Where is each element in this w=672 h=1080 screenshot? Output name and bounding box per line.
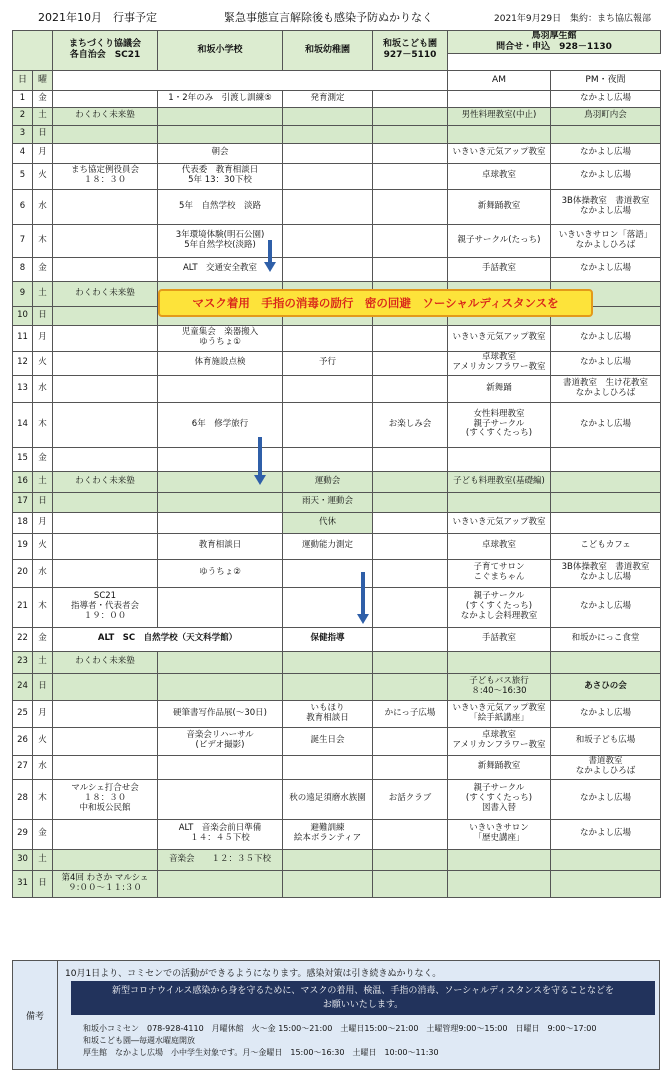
cell-kinder: 予行 [283, 351, 373, 375]
cell-pm: あさひの会 [551, 673, 661, 700]
cell-am: 卓球教室 アメリカンフラワー教室 [448, 351, 551, 375]
cell-school: 6年 修学旅行 [158, 402, 283, 447]
col-header-kinder: 和坂幼稚園 [283, 31, 373, 71]
cell-kinder [283, 143, 373, 163]
table-row [13, 402, 661, 447]
table-row [13, 107, 661, 125]
cell-am: 親子サークル(たっち) [448, 224, 551, 257]
cell-kinder [283, 375, 373, 402]
cell-dow: 火 [33, 351, 53, 375]
cell-machi: まち協定例役員会 １８：３０ [53, 163, 158, 189]
cell-school [158, 512, 283, 533]
cell-day: 24 [13, 673, 33, 700]
cell-kinder [283, 224, 373, 257]
cell-kinder [283, 849, 373, 870]
compiled-by: 集約：まち協広報部 [570, 14, 652, 24]
cell-kinder: 避難訓練 絵本ボランティア [283, 819, 373, 849]
cell-day: 18 [13, 512, 33, 533]
cell-dow: 水 [33, 755, 53, 779]
cell-machi [53, 512, 158, 533]
cell-pm: なかよし広場 [551, 143, 661, 163]
col-header-hall [448, 31, 661, 54]
cell-pm: なかよし広場 [551, 325, 661, 351]
table-row [13, 471, 661, 492]
cell-children [373, 559, 448, 587]
cell-dow: 月 [33, 700, 53, 727]
remarks-line: 厚生館 なかよし広場 小中学生対象です。月～金曜日 15:00～16:30 土曜日 10:00～11:30 [83, 1048, 439, 1057]
cell-machi [53, 325, 158, 351]
table-row [13, 257, 661, 281]
table-row [13, 512, 661, 533]
cell-kinder [283, 402, 373, 447]
cell-pm: なかよし広場 [551, 351, 661, 375]
cell-am: 子どもバス旅行 ８:40～16:30 [448, 673, 551, 700]
cell-dow: 木 [33, 224, 53, 257]
cell-school: 音楽会リハーサル (ビデオ撮影) [158, 727, 283, 755]
table-row [13, 727, 661, 755]
cell-am: いきいき元気アップ教室 [448, 143, 551, 163]
header-spacer [53, 70, 448, 90]
cell-kinder: 秋の遠足須磨水族園 [283, 779, 373, 819]
cell-pm [551, 447, 661, 471]
cell-school [158, 755, 283, 779]
schedule-table [12, 30, 661, 898]
col-header-children [373, 31, 448, 71]
remarks-line: 和坂こども園―毎週水曜庭開放 [83, 1036, 195, 1045]
cell-kinder [283, 651, 373, 673]
cell-children [373, 849, 448, 870]
cell-dow: 日 [33, 673, 53, 700]
cell-kinder: 発育測定 [283, 90, 373, 107]
cell-am: 新舞踊教室 [448, 189, 551, 224]
cell-day: 14 [13, 402, 33, 447]
cell-day: 21 [13, 587, 33, 627]
cell-school: 朝会 [158, 143, 283, 163]
cell-machi: わくわく未来塾 [53, 651, 158, 673]
cell-am: 新舞踊 [448, 375, 551, 402]
cell-machi [53, 849, 158, 870]
cell-pm: こどもカフェ [551, 533, 661, 559]
remarks-box [12, 960, 660, 1070]
cell-pm: なかよし広場 [551, 819, 661, 849]
cell-school [158, 375, 283, 402]
cell-dow: 土 [33, 107, 53, 125]
table-row [13, 143, 661, 163]
cell-day: 3 [13, 125, 33, 143]
cell-dow: 日 [33, 306, 53, 325]
cell-pm [551, 125, 661, 143]
cell-pm: 書道教室 なかよしひろば [551, 755, 661, 779]
cell-am: いきいきサロン 「歴史講座」 [448, 819, 551, 849]
cell-am: 卓球教室 [448, 163, 551, 189]
cell-day: 8 [13, 257, 33, 281]
cell-kinder [283, 673, 373, 700]
cell-pm: なかよし広場 [551, 587, 661, 627]
cell-machi [53, 492, 158, 512]
cell-dow: 土 [33, 281, 53, 306]
cell-machi: わくわく未来塾 [53, 107, 158, 125]
cell-children [373, 673, 448, 700]
cell-am [448, 651, 551, 673]
cell-machi [53, 143, 158, 163]
cell-kinder [283, 107, 373, 125]
cell-day: 6 [13, 189, 33, 224]
table-row [13, 559, 661, 587]
cell-am: 親子サークル (すくすくたっち) なかよし会料理教室 [448, 587, 551, 627]
cell-school [158, 447, 283, 471]
col-header-dow: 曜 [33, 70, 53, 90]
cell-pm: 鳥羽町内会 [551, 107, 661, 125]
cell-day: 10 [13, 306, 33, 325]
cell-pm [551, 492, 661, 512]
cell-school [158, 107, 283, 125]
cell-children [373, 651, 448, 673]
col-header-am: AM [448, 70, 551, 90]
cell-children [373, 492, 448, 512]
col-header-pm: PM・夜間 [551, 70, 661, 90]
cell-school: 3年環境体験(明石公園) 5年自然学校(淡路) [158, 224, 283, 257]
cell-children [373, 755, 448, 779]
cell-day: 26 [13, 727, 33, 755]
hall-contact: 問合せ・申込 928－1130 [496, 41, 612, 52]
document-title: 2021年10月 行事予定 [38, 11, 157, 24]
cell-machi [53, 700, 158, 727]
cell-children [373, 447, 448, 471]
cell-children [373, 90, 448, 107]
cell-machi [53, 727, 158, 755]
remarks-line: 10月1日より、コミセンでの活動ができるようになります。感染対策は引き続きぬかりなく。 [65, 969, 442, 979]
cell-am: 手話教室 [448, 627, 551, 651]
cell-am: いきいき元気アップ教室 「絵手紙講座」 [448, 700, 551, 727]
cell-children [373, 107, 448, 125]
cell-day: 2 [13, 107, 33, 125]
cell-am: 卓球教室 [448, 533, 551, 559]
col-header-school: 和坂小学校 [158, 31, 283, 71]
cell-day: 25 [13, 700, 33, 727]
cell-dow: 火 [33, 533, 53, 559]
table-row [13, 189, 661, 224]
cell-kinder: 運動会 [283, 471, 373, 492]
cell-dow: 水 [33, 189, 53, 224]
cell-kinder: いもほり 教育相談日 [283, 700, 373, 727]
hall-name: 鳥羽厚生館 [531, 31, 577, 41]
cell-children [373, 512, 448, 533]
cell-kinder [283, 870, 373, 897]
cell-pm: なかよし広場 [551, 700, 661, 727]
table-row [13, 870, 661, 897]
cell-children [373, 819, 448, 849]
cell-day: 30 [13, 849, 33, 870]
cell-children [373, 533, 448, 559]
cell-day: 13 [13, 375, 33, 402]
cell-dow: 日 [33, 125, 53, 143]
cell-machi [53, 559, 158, 587]
cell-children [373, 257, 448, 281]
table-row [13, 90, 661, 107]
cell-dow: 金 [33, 627, 53, 651]
cell-am: 卓球教室 アメリカンフラワー教室 [448, 727, 551, 755]
table-row [13, 125, 661, 143]
cell-machi [53, 257, 158, 281]
cell-day: 15 [13, 447, 33, 471]
col-header-machi: まちづくり協議会 各自治会 SC21 [53, 31, 158, 71]
cell-machi [53, 189, 158, 224]
cell-kinder [283, 559, 373, 587]
cell-machi [53, 819, 158, 849]
cell-pm [551, 849, 661, 870]
cell-dow: 金 [33, 447, 53, 471]
cell-machi: ALT SC 自然学校（天文科学館） [53, 627, 283, 651]
cell-dow: 金 [33, 90, 53, 107]
cell-school: 児童集会 楽器搬入 ゆうちょ① [158, 325, 283, 351]
cell-dow: 火 [33, 727, 53, 755]
cell-children [373, 627, 448, 651]
cell-kinder [283, 755, 373, 779]
cell-day: 7 [13, 224, 33, 257]
cell-day: 20 [13, 559, 33, 587]
cell-children [373, 471, 448, 492]
cell-school: ALT 交通安全教室 [158, 257, 283, 281]
cell-day: 4 [13, 143, 33, 163]
cell-kinder: 運動能力測定 [283, 533, 373, 559]
cell-machi [53, 447, 158, 471]
cell-dow: 水 [33, 375, 53, 402]
cell-school [158, 673, 283, 700]
cell-children [373, 727, 448, 755]
cell-machi: わくわく未来塾 [53, 471, 158, 492]
children-center-name: 和坂こども園 [382, 39, 437, 50]
cell-children [373, 351, 448, 375]
table-row [13, 651, 661, 673]
cell-am: 女性料理教室 親子サークル (すくすくたっち) [448, 402, 551, 447]
cell-pm: 和坂かにっこ食堂 [551, 627, 661, 651]
cell-machi [53, 673, 158, 700]
cell-day: 1 [13, 90, 33, 107]
cell-machi [53, 224, 158, 257]
cell-children [373, 870, 448, 897]
cell-machi: わくわく未来塾 [53, 281, 158, 306]
cell-machi [53, 375, 158, 402]
cell-pm [551, 870, 661, 897]
cell-school: 代表委 教育相談日 5年 13：30下校 [158, 163, 283, 189]
cell-am: 親子サークル (すくすくたっち) 図書入替 [448, 779, 551, 819]
table-row [13, 779, 661, 819]
cell-day: 31 [13, 870, 33, 897]
cell-day: 23 [13, 651, 33, 673]
table-row [13, 819, 661, 849]
cell-dow: 日 [33, 870, 53, 897]
cell-machi: SC21 指導者・代表者会 １９：００ [53, 587, 158, 627]
cell-day: 17 [13, 492, 33, 512]
cell-day: 11 [13, 325, 33, 351]
cell-am: 手話教室 [448, 257, 551, 281]
remarks-banner [71, 981, 655, 1015]
page-header [0, 0, 672, 30]
remarks-label: 備考 [13, 961, 58, 1069]
remarks-banner-text: お願いいたします。 [322, 1000, 404, 1010]
cell-machi: 第4回 わさか マルシェ ９:００～１１:３０ [53, 870, 158, 897]
cell-dow: 水 [33, 559, 53, 587]
cell-children [373, 189, 448, 224]
cell-school: 5年 自然学校 淡路 [158, 189, 283, 224]
cell-school: ALT 音楽会前日準備 １４：４５下校 [158, 819, 283, 849]
cell-machi [53, 125, 158, 143]
cell-machi: マルシェ打合せ会 １８：３０ 中和坂公民館 [53, 779, 158, 819]
cell-school: 1・2年のみ 引渡し訓練⑤ [158, 90, 283, 107]
cell-am: いきいき元気アップ教室 [448, 325, 551, 351]
table-row [13, 627, 661, 651]
cell-am [448, 849, 551, 870]
cell-school: 硬筆書写作品展(～30日) [158, 700, 283, 727]
cell-dow: 月 [33, 325, 53, 351]
cell-pm [551, 471, 661, 492]
table-row [13, 700, 661, 727]
cell-day: 19 [13, 533, 33, 559]
cell-dow: 月 [33, 143, 53, 163]
cell-kinder: 保健指導 [283, 627, 373, 651]
cell-dow: 木 [33, 779, 53, 819]
cell-am [448, 447, 551, 471]
cell-children [373, 587, 448, 627]
cell-am: 子ども料理教室(基礎編) [448, 471, 551, 492]
cell-machi [53, 402, 158, 447]
table-row [13, 849, 661, 870]
cell-school: ゆうちょ② [158, 559, 283, 587]
children-center-phone: 927－5110 [383, 50, 437, 61]
cell-pm: いきいきサロン「落語」 なかよしひろば [551, 224, 661, 257]
cell-dow: 土 [33, 471, 53, 492]
cell-school [158, 779, 283, 819]
mask-banner: マスク着用 手指の消毒の励行 密の回避 ソーシャルディスタンスを [158, 289, 593, 317]
cell-dow: 木 [33, 587, 53, 627]
cell-day: 27 [13, 755, 33, 779]
cell-school: 体育施設点検 [158, 351, 283, 375]
remarks-line: 和坂小コミセン 078-928-4110 月曜休館 火～金 15:00～21:00 土曜日15:00～21:00 土曜管理9:00～15:00 日曜日 9:00～17:00 [83, 1024, 597, 1033]
cell-day: 9 [13, 281, 33, 306]
cell-children: お楽しみ会 [373, 402, 448, 447]
cell-pm: なかよし広場 [551, 779, 661, 819]
cell-machi [53, 755, 158, 779]
table-row [13, 224, 661, 257]
cell-school [158, 651, 283, 673]
cell-pm: 3B体操教室 書道教室 なかよし広場 [551, 189, 661, 224]
cell-dow: 土 [33, 849, 53, 870]
cell-dow: 木 [33, 402, 53, 447]
table-row [13, 325, 661, 351]
cell-day: 28 [13, 779, 33, 819]
cell-school [158, 125, 283, 143]
cell-kinder [283, 125, 373, 143]
cell-dow: 火 [33, 163, 53, 189]
cell-children [373, 125, 448, 143]
cell-am [448, 125, 551, 143]
cell-machi [53, 351, 158, 375]
cell-children [373, 224, 448, 257]
cell-kinder: 誕生日会 [283, 727, 373, 755]
cell-pm: 和坂子ども広場 [551, 727, 661, 755]
cell-dow: 日 [33, 492, 53, 512]
cell-pm: 3B体操教室 書道教室 なかよし広場 [551, 559, 661, 587]
cell-machi [53, 533, 158, 559]
table-row [13, 533, 661, 559]
cell-school: 教育相談日 [158, 533, 283, 559]
table-row [13, 351, 661, 375]
cell-dow: 金 [33, 257, 53, 281]
cell-dow: 月 [33, 512, 53, 533]
cell-kinder [283, 257, 373, 281]
cell-pm: 書道教室 生け花教室 なかよしひろば [551, 375, 661, 402]
cell-children [373, 325, 448, 351]
cell-school: 音楽会 １２：３５下校 [158, 849, 283, 870]
cell-kinder: 代休 [283, 512, 373, 533]
slogan: 緊急事態宣言解除後も感染予防ぬかりなく [224, 11, 433, 24]
cell-school [158, 870, 283, 897]
cell-am: 男性料理教室(中止) [448, 107, 551, 125]
col-header-day: 日 [13, 70, 33, 90]
cell-am: 新舞踊教室 [448, 755, 551, 779]
cell-day: 22 [13, 627, 33, 651]
cell-pm: なかよし広場 [551, 90, 661, 107]
cell-am [448, 492, 551, 512]
table-row [13, 755, 661, 779]
cell-dow: 土 [33, 651, 53, 673]
table-row [13, 673, 661, 700]
table-row [13, 587, 661, 627]
cell-children: かにっ子広場 [373, 700, 448, 727]
cell-kinder [283, 325, 373, 351]
schedule-body [13, 90, 661, 897]
cell-children [373, 163, 448, 189]
cell-children [373, 143, 448, 163]
cell-am: 子育てサロン こぐまちゃん [448, 559, 551, 587]
issue-date: 2021年9月29日 [494, 14, 562, 24]
cell-am [448, 870, 551, 897]
cell-children [373, 375, 448, 402]
header-corner [13, 31, 53, 71]
table-row [13, 447, 661, 471]
cell-kinder [283, 163, 373, 189]
cell-pm: なかよし広場 [551, 402, 661, 447]
table-row [13, 492, 661, 512]
remarks-banner-text: 新型コロナウイルス感染から身を守るために、マスクの着用、検温、手指の消毒、ソーシャルディスタンスを守ることなどを [111, 986, 615, 996]
cell-pm [551, 512, 661, 533]
cell-machi [53, 306, 158, 325]
cell-am [448, 90, 551, 107]
cell-day: 29 [13, 819, 33, 849]
cell-school [158, 587, 283, 627]
table-row [13, 375, 661, 402]
cell-pm [551, 651, 661, 673]
cell-machi [53, 90, 158, 107]
cell-kinder [283, 189, 373, 224]
cell-children: お話クラブ [373, 779, 448, 819]
cell-day: 5 [13, 163, 33, 189]
cell-pm: なかよし広場 [551, 163, 661, 189]
cell-kinder [283, 447, 373, 471]
cell-day: 16 [13, 471, 33, 492]
cell-day: 12 [13, 351, 33, 375]
cell-kinder: 雨天・運動会 [283, 492, 373, 512]
cell-school [158, 492, 283, 512]
table-row [13, 163, 661, 189]
cell-am: いきいき元気アップ教室 [448, 512, 551, 533]
cell-dow: 金 [33, 819, 53, 849]
cell-pm: なかよし広場 [551, 257, 661, 281]
